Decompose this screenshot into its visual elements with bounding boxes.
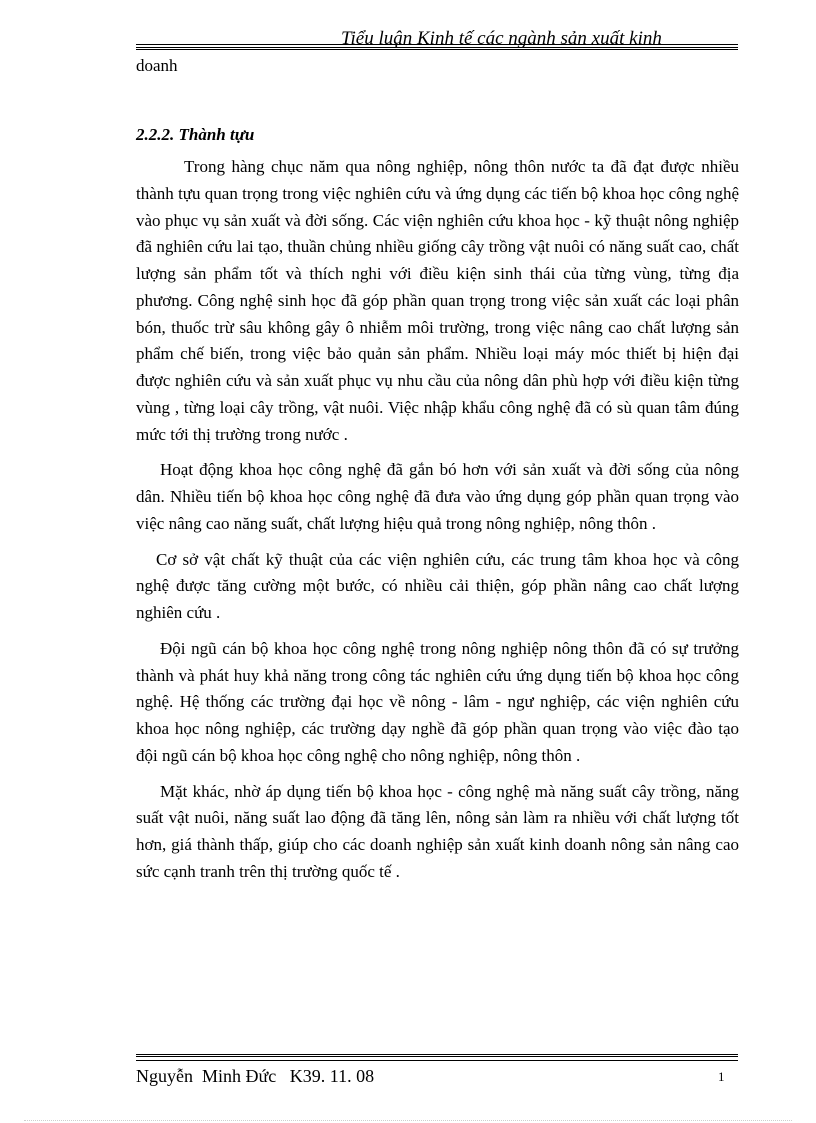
page-number: 1 (718, 1069, 725, 1084)
paragraph-activities: Hoạt động khoa học công nghệ đã gắn bó hơn với sản xuất và đời sống của nông dân. Nhiều tiến bộ khoa học công nghệ đã đưa vào ứng dụng góp phần quan trọng vào việc nâng cao năng suất, chất lượng hiệu quả trong nông nghiệp, nông thôn . (136, 460, 739, 533)
footer-author: Nguyễn Minh Đức K39. 11. 08 (136, 1066, 375, 1086)
running-header-title: Tiểu luận Kinh tế các ngành sản xuất kinh (341, 28, 662, 49)
body-text (136, 154, 739, 886)
paragraph-infrastructure: Cơ sở vật chất kỹ thuật của các viện nghiên cứu, các trung tâm khoa học và công nghệ được tăng cường một bước, có nhiều cải thiện, góp phần nâng cao chất lượng nghiên cứu . (136, 549, 739, 622)
paragraph-achievements-intro: Trong hàng chục năm qua nông nghiệp, nông thôn nước ta đã đạt được nhiều thành tựu quan trọng trong việc nghiên cứu và ứng dụng các tiến bộ khoa học công nghệ vào phục vụ sản xuất và đời sống. Các viện nghiên cứu khoa học - kỹ thuật nông nghiệp đã nghiên cứu lai tạo, thuần chủng nhiều giống cây trồng vật nuôi có năng suất cao, chất lượng sản phẩm tốt và thích nghi với điều kiện sinh thái của từng vùng, từng địa phương. Công nghệ sinh học đã góp phần quan trọng trong việc sản xuất các loại phân bón, thuốc trừ sâu không gây ô nhiễm môi trường, trong việc nâng cao chất lượng sản phẩm chế biến, trong việc bảo quản sản phẩm. Nhiều loại máy móc thiết bị hiện đại được nghiên cứu và sản xuất phục vụ nhu cầu của nông dân phù hợp với điều kiện từng vùng , từng loại cây trồng, vật nuôi. Việc nhập khẩu công nghệ đã có sù quan tâm đúng mức tới thị trường trong nước . (136, 157, 739, 444)
header-rule-top (136, 44, 738, 45)
paragraph-staff: Đội ngũ cán bộ khoa học công nghệ trong nông nghiệp nông thôn đã có sự trưởng thành và phát huy khả năng trong công tác nghiên cứu ứng dụng tiến bộ khoa học công nghệ. Hệ thống các trường đại học về nông - lâm - ngư nghiệp, các viện nghiên cứu khoa học nông nghiệp, các trường dạy nghề đã góp phần quan trọng vào việc đào tạo đội ngũ cán bộ khoa học công nghệ cho nông nghiệp, nông thôn . (136, 638, 739, 765)
running-header-continuation: doanh (136, 56, 178, 75)
footer-rule-double (136, 1054, 738, 1057)
page-boundary-divider (24, 1120, 792, 1121)
footer-rule-single (136, 1060, 738, 1061)
paragraph-productivity: Mặt khác, nhờ áp dụng tiến bộ khoa học - công nghệ mà năng suất cây trồng, năng suất vật nuôi, năng suất lao động đã tăng lên, nông sản làm ra nhiều với chất lượng tốt hơn, giá thành thấp, giúp cho các doanh nghiệp sản xuất kinh doanh nông sản nâng cao sức cạnh tranh trên thị trường quốc tế . (136, 781, 739, 881)
header-rule-double (136, 47, 738, 50)
section-heading: 2.2.2. Thành tựu (136, 125, 255, 144)
